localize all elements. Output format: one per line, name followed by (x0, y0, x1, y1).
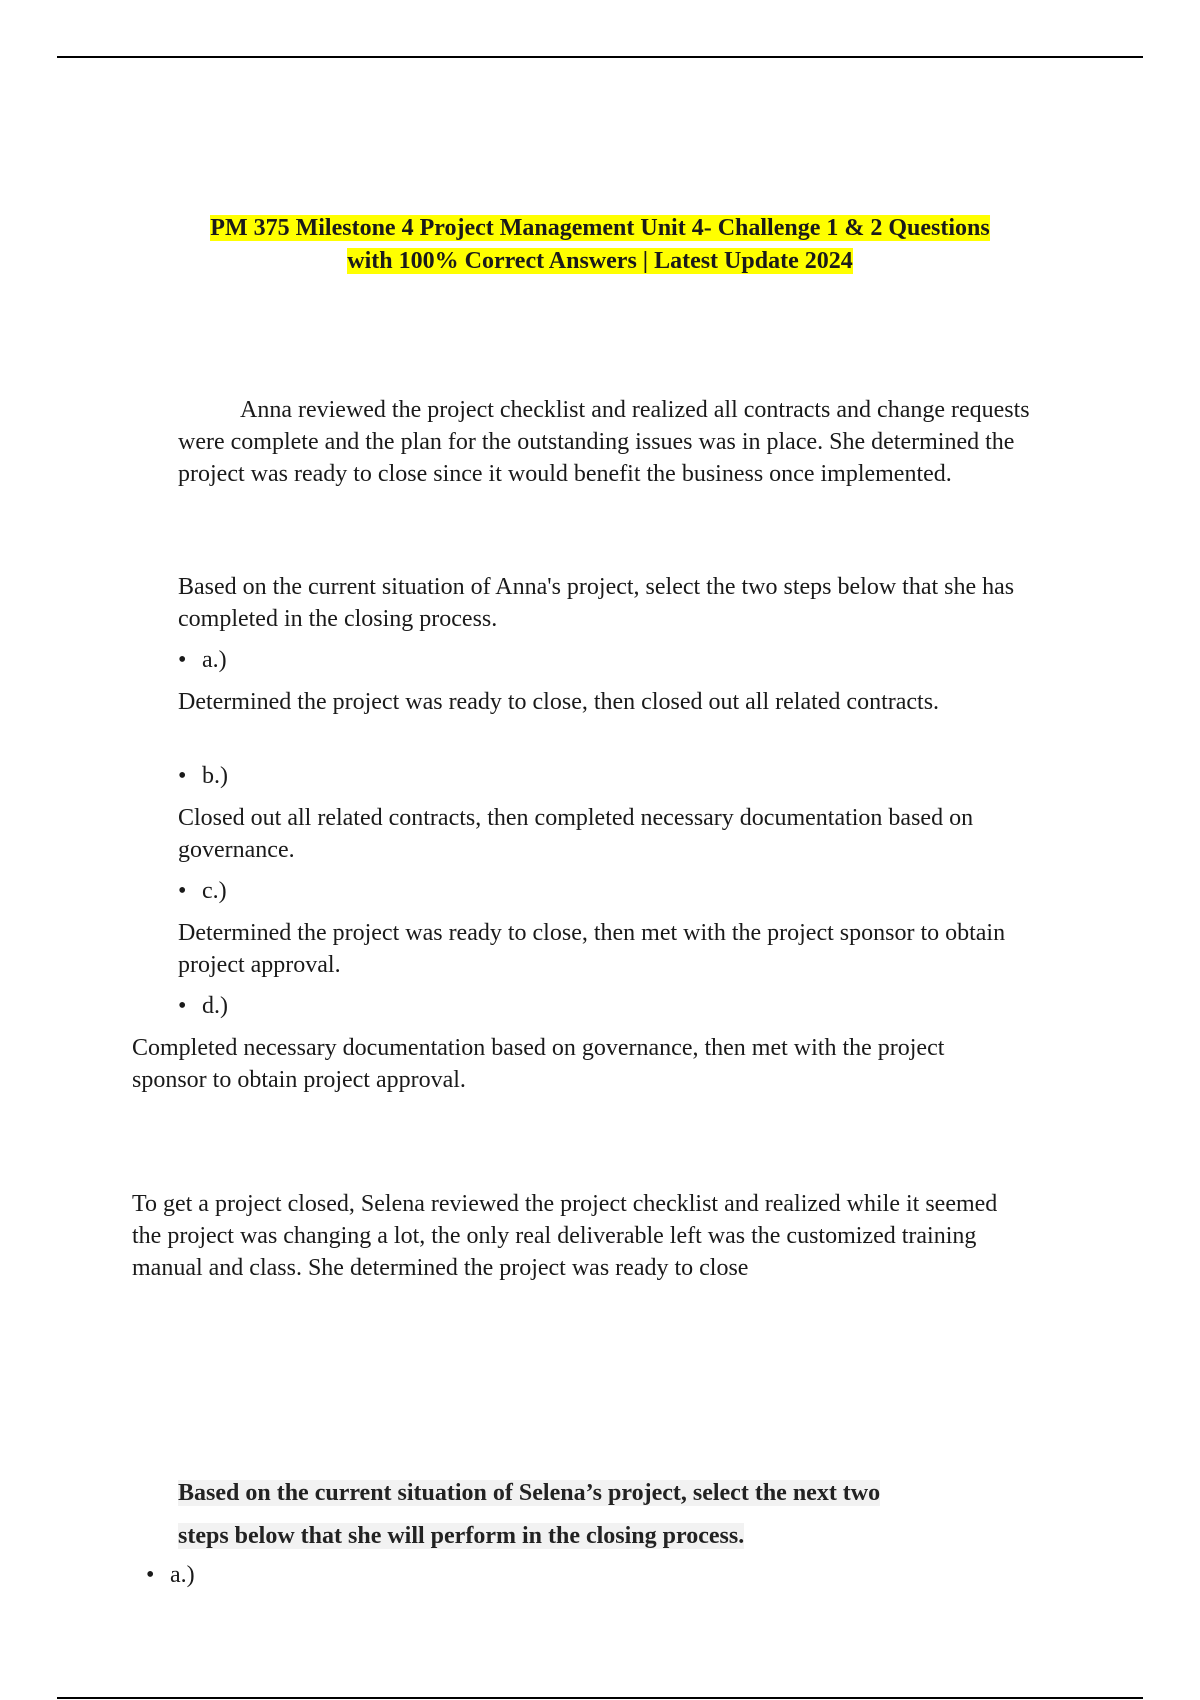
title-line-1: PM 375 Milestone 4 Project Management Unit 4- Challenge 1 & 2 Questions (210, 215, 990, 241)
q2-scenario: To get a project closed, Selena reviewed the project checklist and realized while it seemed the project was changing a lot, the only real deliverable left was the customized training manual and class. She determined the project was ready to close (132, 1191, 998, 1281)
q1-option-d-text: Completed necessary documentation based on governance, then met with the project sponsor to obtain project approval. (132, 1035, 945, 1093)
q1-option-b-marker: • b.) (178, 763, 228, 789)
q1-prompt: Based on the current situation of Anna's project, select the two steps below that she has completed in the closing process. (178, 574, 1015, 632)
bottom-rule (57, 1697, 1143, 1699)
q1-scenario: Anna reviewed the project checklist and realized all contracts and change requests were complete and the plan for the outstanding issues was in place. She determined the project was ready to close since it would benefit the business once implemented. (178, 397, 1030, 487)
q2-prompt-line-2: steps below that she will perform in the closing process. (178, 1523, 745, 1549)
q1-option-d-marker: • d.) (178, 993, 228, 1019)
option-label: c.) (202, 878, 227, 904)
option-label: a.) (170, 1562, 195, 1588)
option-label: b.) (202, 763, 228, 789)
q1-option-b-text: Closed out all related contracts, then completed necessary documentation based on governance. (178, 805, 974, 863)
q1-option-c-marker: • c.) (178, 878, 227, 904)
top-rule (57, 56, 1143, 58)
q1-option-a-marker: • a.) (178, 647, 227, 673)
q1-option-c-text: Determined the project was ready to close, then met with the project sponsor to obtain project approval. (178, 920, 1006, 978)
document-title (100, 212, 1100, 278)
title-line-2: with 100% Correct Answers | Latest Update 2024 (347, 248, 853, 274)
q2-option-a-marker: • a.) (146, 1562, 195, 1588)
q1-option-a-text: Determined the project was ready to close, then closed out all related contracts. (178, 689, 940, 715)
option-label: a.) (202, 647, 227, 673)
option-label: d.) (202, 993, 228, 1019)
q2-prompt-line-1: Based on the current situation of Selena’s project, select the next two (178, 1480, 881, 1506)
